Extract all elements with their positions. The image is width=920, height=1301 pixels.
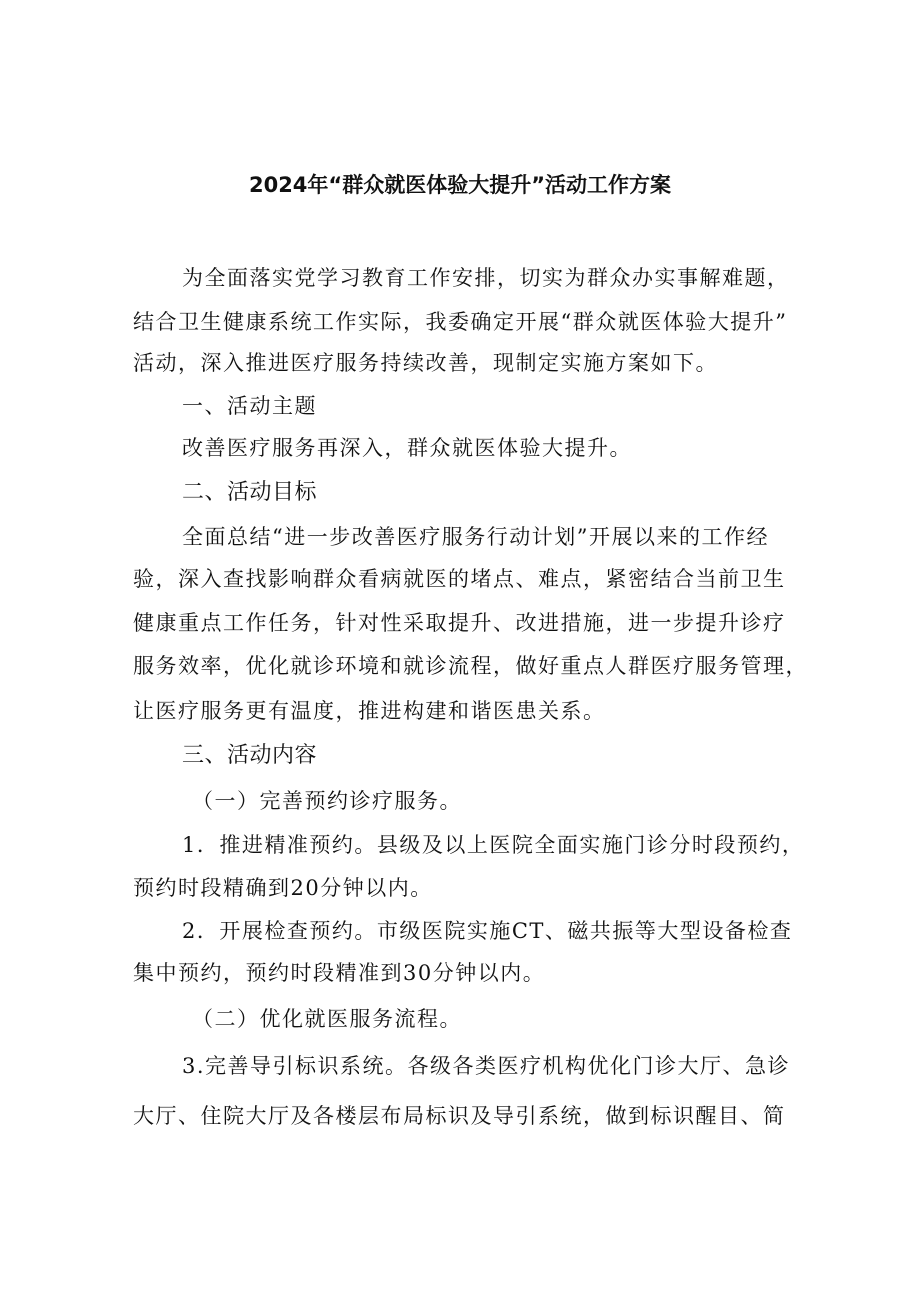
intro-line-3: 活动，深入推进医疗服务持续改善，现制定实施方案如下。 (133, 351, 718, 375)
section-1-body: 改善医疗服务再深入，群众就医体验大提升。 (182, 436, 632, 460)
item-1-line-2: 预约时段精确到20分钟以内。 (133, 876, 433, 900)
item-3-line-1: 3.完善导引标识系统。各级各类医疗机构优化门诊大厅、急诊 (182, 1054, 791, 1078)
section-2-line-2: 验，深入查找影响群众看病就医的堵点、难点，紧密结合当前卫生 (133, 567, 786, 591)
section-3-heading: 三、活动内容 (182, 743, 318, 768)
section-2-line-5: 让医疗服务更有温度，推进构建和谐医患关系。 (133, 699, 606, 723)
section-2-line-1: 全面总结“进一步改善医疗服务行动计划”开展以来的工作经 (182, 525, 769, 549)
item-2-line-1: 2．开展检查预约。市级医院实施CT、磁共振等大型设备检查 (182, 919, 793, 943)
item-1-line-1: 1．推进精准预约。县级及以上医院全面实施门诊分时段预约， (182, 833, 805, 857)
section-2-line-4: 服务效率，优化就诊环境和就诊流程，做好重点人群医疗服务管理， (133, 654, 808, 678)
subsection-1-heading: （一）完善预约诊疗服务。 (192, 789, 462, 813)
item-3-line-2: 大厅、住院大厅及各楼层布局标识及导引系统，做到标识醒目、简 (133, 1104, 786, 1128)
intro-line-2: 结合卫生健康系统工作实际，我委确定开展“群众就医体验大提升” (133, 310, 788, 334)
intro-line-1: 为全面落实党学习教育工作安排，切实为群众办实事解难题， (182, 266, 790, 290)
item-2-line-2: 集中预约，预约时段精准到30分钟以内。 (133, 961, 546, 985)
section-2-line-3: 健康重点工作任务，针对性采取提升、改进措施，进一步提升诊疗 (133, 611, 786, 635)
document-title: 2024年“群众就医体验大提升”活动工作方案 (248, 173, 672, 197)
section-2-heading: 二、活动目标 (182, 480, 318, 505)
subsection-2-heading: （二）优化就医服务流程。 (192, 1007, 462, 1031)
section-1-heading: 一、活动主题 (182, 394, 317, 418)
